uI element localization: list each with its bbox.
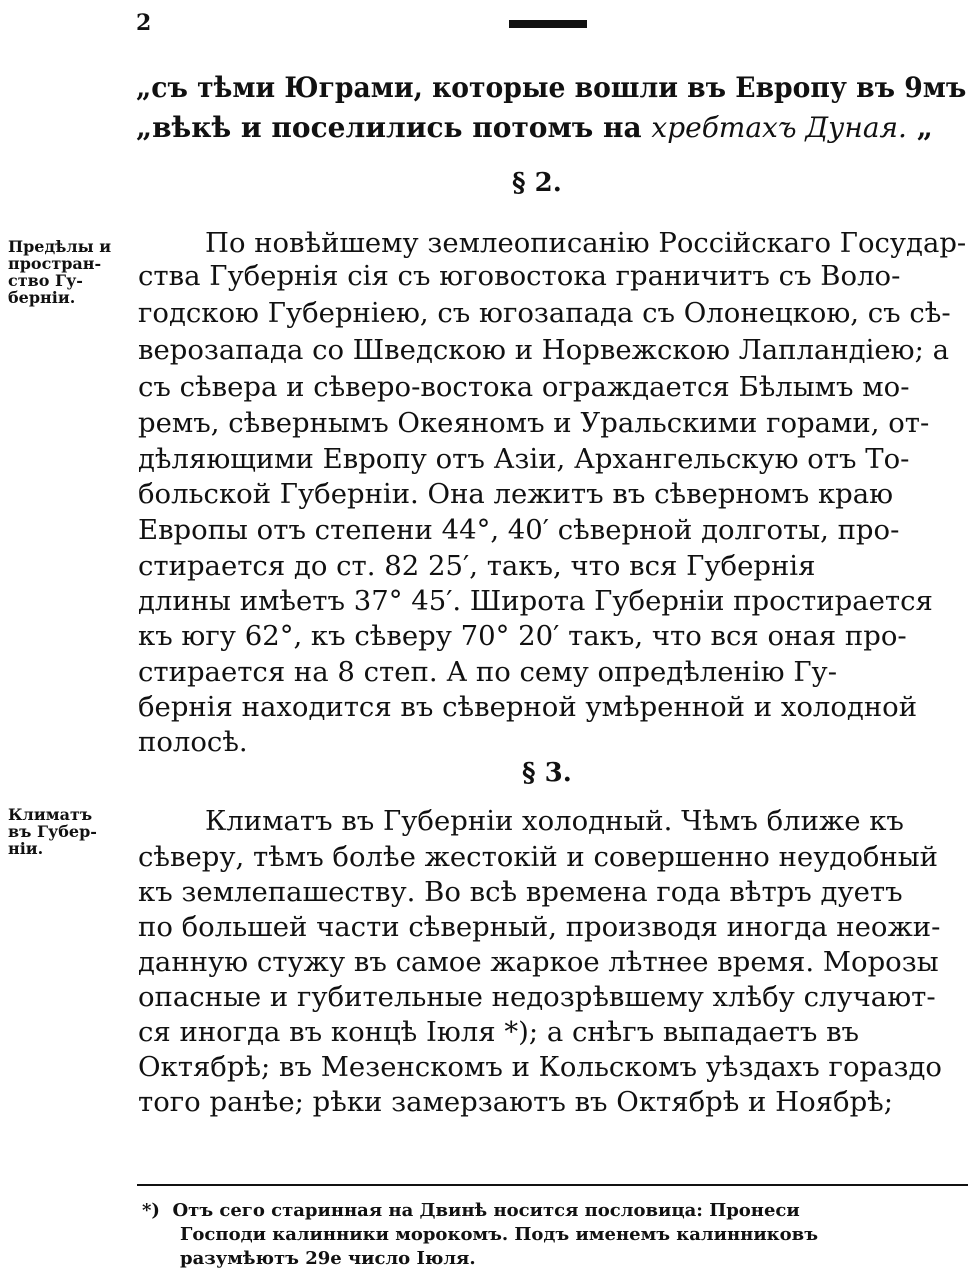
quote-line-1: „съ тѣми Юграми, которые вошли въ Европу въ 9мъ <box>136 71 967 104</box>
section-2-line: больской Губерніи. Она лежитъ въ сѣверномъ краю <box>138 478 894 510</box>
section-2-line: дѣляющими Европу отъ Азіи, Архангельскую отъ То- <box>138 443 910 475</box>
section-3-line: по большей части сѣверный, производя иногда неожи- <box>138 911 941 943</box>
section-2-line: ремъ, сѣвернымъ Океяномъ и Уральскими горами, от- <box>138 407 930 439</box>
margin-note-line: Предѣлы и <box>8 237 112 256</box>
quote-line-2-end: „ <box>906 111 933 144</box>
section-2-mark: § 2. <box>512 168 562 198</box>
section-3-line: къ землепашеству. Во всѣ времена года вѣтръ дуетъ <box>138 876 903 908</box>
section-2-line: длины имѣетъ 37° 45′. Широта Губерніи простирается <box>138 585 933 617</box>
page-number: 2 <box>136 10 152 36</box>
section-3-line: опасные и губительные недозрѣвшему хлѣбу случают- <box>138 981 936 1013</box>
quote-line-2-start: „вѣкѣ и поселились потомъ на <box>136 111 652 144</box>
section-2-line: Европы отъ степени 44°, 40′ сѣверной долготы, про- <box>138 514 900 546</box>
margin-note-line: берніи. <box>8 288 76 307</box>
margin-note-line: Климатъ <box>8 805 93 824</box>
section-3-line: сѣверу, тѣмъ болѣе жестокій и совершенно неудобный <box>138 841 938 873</box>
quote-line-2-italic: хребтахъ Дуная. <box>651 111 907 144</box>
header-ornament <box>509 20 587 28</box>
section-3-mark: § 3. <box>522 758 572 788</box>
footnote-line-2: Господи калинники морокомъ. Подъ именемъ калинниковъ <box>180 1224 818 1245</box>
section-2-margin-note <box>8 238 111 306</box>
footnote-mark: *) <box>142 1200 160 1221</box>
quote-line-2 <box>136 110 933 146</box>
section-2-line: къ югу 62°, къ сѣверу 70° 20′ такъ, что вся оная про- <box>138 620 907 652</box>
footnote-text: Отъ сего старинная на Двинѣ носится пословица: Пронеси <box>172 1200 800 1221</box>
section-2-line: годскою Губерніею, съ югозапада съ Олонецкою, съ сѣ- <box>138 297 951 329</box>
section-2-line: бернія находится въ сѣверной умѣренной и холодной <box>138 691 918 723</box>
section-2-line: По новѣйшему землеописанію Россійскаго Государ- <box>205 227 967 259</box>
footnote-line-3: разумѣютъ 29е число Іюля. <box>180 1248 476 1269</box>
margin-note-line: ніи. <box>8 839 44 858</box>
section-3-line: данную стужу въ самое жаркое лѣтнее время. Морозы <box>138 946 939 978</box>
section-2-line: стирается на 8 степ. А по сему опредѣленію Гу- <box>138 656 838 688</box>
section-2-line: верозапада со Шведскою и Норвежскою Лапландіею; а <box>138 334 950 366</box>
footnote-line-1 <box>142 1198 800 1224</box>
section-3-line: того ранѣе; рѣки замерзаютъ въ Октябрѣ и Ноябрѣ; <box>138 1086 894 1118</box>
section-2-line: стирается до ст. 82 25′, такъ, что вся Губернія <box>138 550 816 582</box>
section-3-line: Климатъ въ Губерніи холодный. Чѣмъ ближе къ <box>205 805 904 837</box>
footnote-rule <box>137 1184 968 1186</box>
margin-note-line: въ Губер- <box>8 822 97 841</box>
margin-note-line: простран- <box>8 254 102 273</box>
section-2-line: полосѣ. <box>138 726 248 758</box>
section-3-line: Октябрѣ; въ Мезенскомъ и Кольскомъ уѣздахъ гораздо <box>138 1051 942 1083</box>
section-2-line: съ сѣвера и сѣверо-востока ограждается Бѣлымъ мо- <box>138 371 910 403</box>
margin-note-line: ство Гу- <box>8 271 83 290</box>
section-2-line: ства Губернія сія съ юговостока граничитъ съ Воло- <box>138 260 901 292</box>
section-3-margin-note <box>8 806 97 857</box>
section-3-line: ся иногда въ концѣ Іюля *); а снѣгъ выпадаетъ въ <box>138 1016 860 1048</box>
